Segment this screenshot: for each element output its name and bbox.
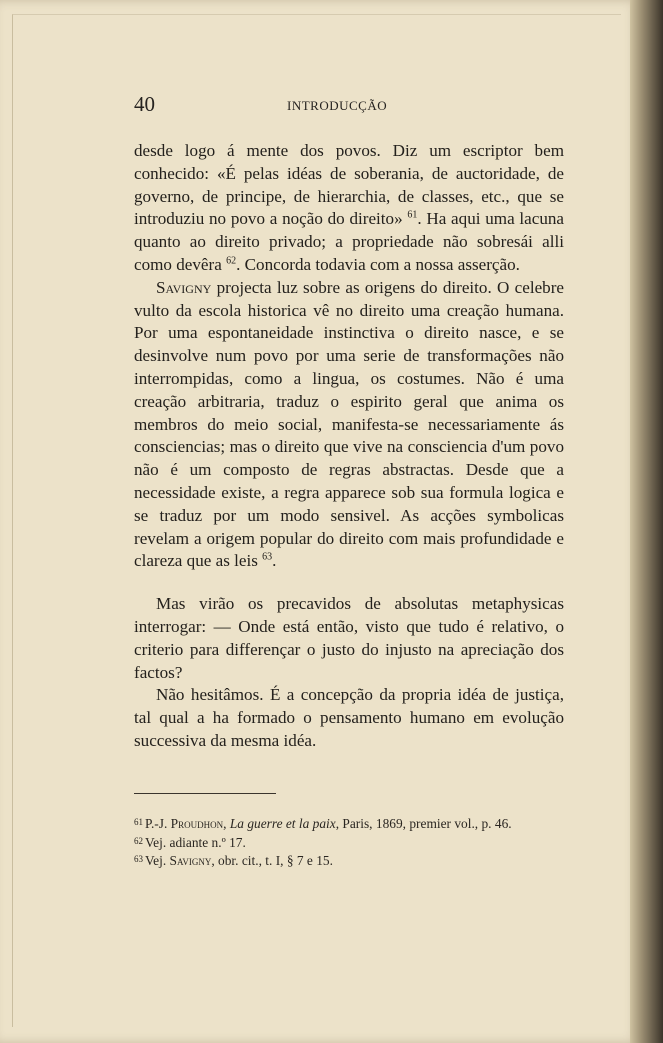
paragraph-text: . Ha aqui uma lacuna quanto ao direito privado; a propriedade não sobresái alli como devêra [134, 209, 564, 274]
body-text [134, 140, 564, 753]
page-header [0, 92, 640, 122]
footnote-ref: 63 [262, 551, 273, 563]
footnote-text: , Paris, 1869, premier vol., p. 46. [335, 816, 512, 831]
paragraph-3 [134, 593, 564, 684]
footnote-ref: 61 [407, 209, 418, 221]
footnote-author: P.-J. Proudhon [145, 816, 224, 831]
footnote-text: , obr. cit., t. I, § 7 e 15. [211, 853, 333, 869]
paragraph-2 [134, 277, 564, 573]
running-title: INTRODUCÇÃO [287, 98, 388, 113]
paragraph-text: desde logo á mente dos povos. Diz um escriptor bem conhecido: «É pelas idéas de soberania, de auctoridade, de governo, de principe, de hierarchia, de classes, etc., que se introduziu no povo a noção do direito» [134, 141, 564, 229]
footnote-number: 62 [134, 835, 143, 846]
footnote-62 [134, 833, 564, 852]
footnote-text: Vej. [145, 853, 170, 869]
paragraph-text: Não hesitâmos. É a concepção da propria idéa de justiça, tal qual a ha formado o pensamento humano em evolução successiva da mesma idéa. [134, 685, 564, 750]
paragraph-1 [134, 140, 564, 277]
page-number: 40 [134, 92, 155, 116]
footnote-number: 63 [134, 854, 143, 865]
paragraph-text: projecta luz sobre as origens do direito. O celebre vulto da escola historica vê no direito uma creação humana. Por uma espontaneidade instinctiva o direito nasce, e se desinvolve num povo por uma serie de transformações não interrompidas, como a lingua, os costumes. Não é uma creação arbitraria, traduz o espirito geral que anima os membros do meio social, manifesta-se necessariamente ás consciencias; mas o direito que vive na consciencia d'um povo não é um composto de regras abstractas. Desde que a necessidade existe, a regra apparece sob sua formula logica e se traduz por um modo sensivel. As acções symbolicas revelam a origem popular do direito com mais profundidade e clareza que as leis [134, 277, 564, 571]
footnote-author: Savigny [169, 853, 212, 869]
footnote-63 [134, 851, 564, 870]
paragraph-text: . Concorda todavia com a nossa asserção. [236, 254, 520, 274]
footnote-ref: 62 [226, 255, 237, 267]
book-gutter [630, 0, 663, 1043]
footnote-text: Vej. adiante n.º 17. [145, 834, 246, 850]
footnote-title: La guerre et la paix [229, 816, 336, 831]
footnote-number: 61 [134, 817, 143, 827]
paragraph-text: . [272, 551, 277, 571]
footnote-61: $^{61}$ P.-J. Proudhon, La guerre et la paix, Paris, 1869, premier vol., p. 46. [134, 816, 512, 831]
paragraph-text: Mas virão os precavidos de absolutas metaphysicas interrogar: — Onde está então, visto que tudo é relativo, o criterio para differençar o justo do injusto na apreciação dos factos? [134, 594, 564, 682]
author-name: Savigny [156, 277, 212, 297]
footnotes [134, 814, 564, 870]
footnote-separator [134, 793, 276, 794]
paragraph-4 [134, 684, 564, 752]
